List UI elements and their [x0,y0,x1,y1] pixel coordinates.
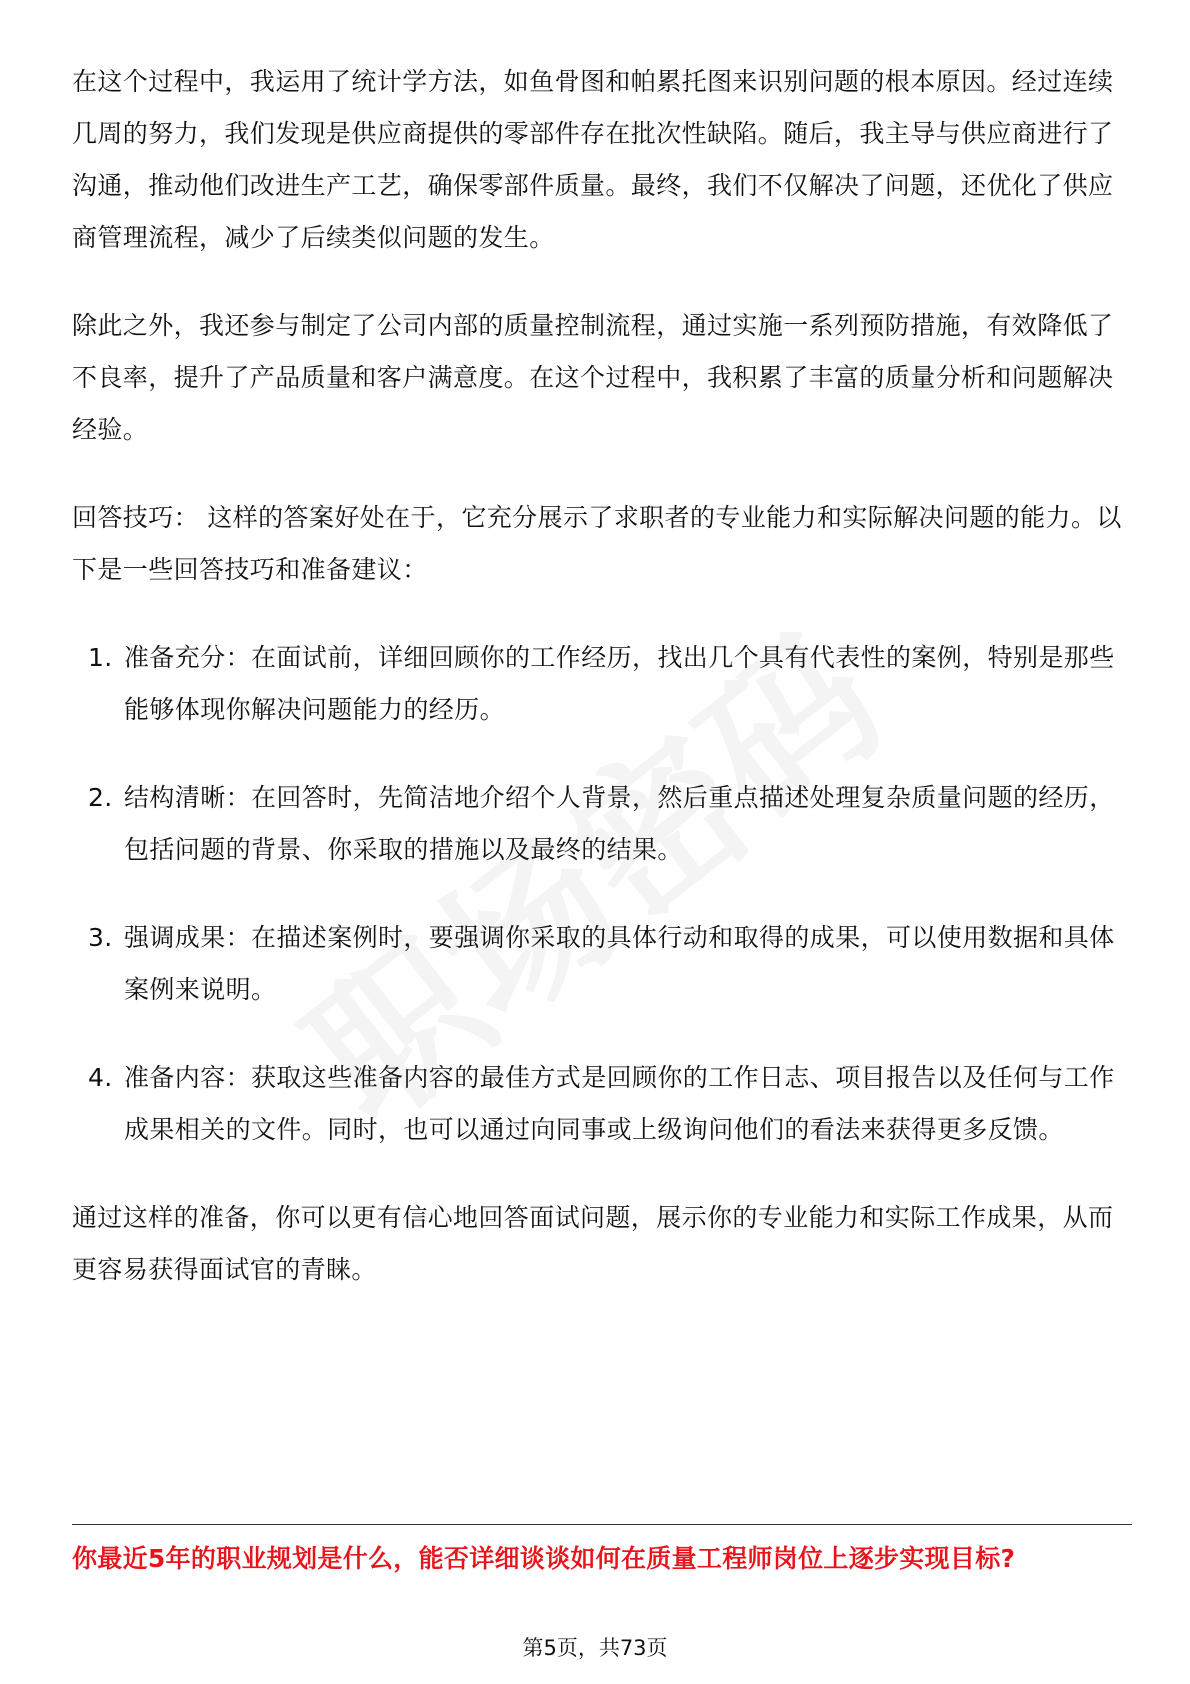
list-item-number: 2. [88,783,113,812]
list-item-number: 1. [88,643,113,672]
paragraph-conclusion: 通过这样的准备，你可以更有信心地回答面试问题，展示你的专业能力和实际工作成果，从而更容易获得面试官的青睐。 [72,1203,1114,1284]
list-item-text: 强调成果：在描述案例时，要强调你采取的具体行动和取得的成果，可以使用数据和具体案例来说明。 [124,923,1115,1004]
list-item [72,772,1132,876]
paragraph-process: 在这个过程中，我运用了统计学方法，如鱼骨图和帕累托图来识别问题的根本原因。经过连续几周的努力，我们发现是供应商提供的零部件存在批次性缺陷。随后，我主导与供应商进行了沟通，推动他们改进生产工艺，确保零部件质量。最终，我们不仅解决了问题，还优化了供应商管理流程，减少了后续类似问题的发生。 [72,67,1114,252]
page-number-footer: 第5页，共73页 [522,1636,668,1660]
next-question-heading: 你最近5年的职业规划是什么，能否详细谈谈如何在质量工程师岗位上逐步实现目标? [72,1544,1016,1573]
list-item [72,912,1132,1016]
list-item-text: 结构清晰：在回答时，先简洁地介绍个人背景，然后重点描述处理复杂质量问题的经历，包括问题的背景、你采取的措施以及最终的结果。 [124,783,1115,864]
body-content [72,56,1132,1332]
list-item-number: 3. [88,923,113,952]
list-item [72,632,1132,736]
list-item-number: 4. [88,1063,113,1092]
list-item-text: 准备内容：获取这些准备内容的最佳方式是回顾你的工作日志、项目报告以及任何与工作成果相关的文件。同时，也可以通过向同事或上级询问他们的看法来获得更多反馈。 [124,1063,1115,1144]
list-item-text: 准备充分：在面试前，详细回顾你的工作经历，找出几个具有代表性的案例，特别是那些能够体现你解决问题能力的经历。 [124,643,1115,724]
section-divider [72,1524,1132,1525]
paragraph-quality-control: 除此之外，我还参与制定了公司内部的质量控制流程，通过实施一系列预防措施，有效降低了不良率，提升了产品质量和客户满意度。在这个过程中，我积累了丰富的质量分析和问题解决经验。 [72,311,1114,444]
tips-list [72,632,1132,1156]
list-item [72,1052,1132,1156]
paragraph-answer-tips: 回答技巧： 这样的答案好处在于，它充分展示了求职者的专业能力和实际解决问题的能力。以下是一些回答技巧和准备建议： [72,503,1122,584]
